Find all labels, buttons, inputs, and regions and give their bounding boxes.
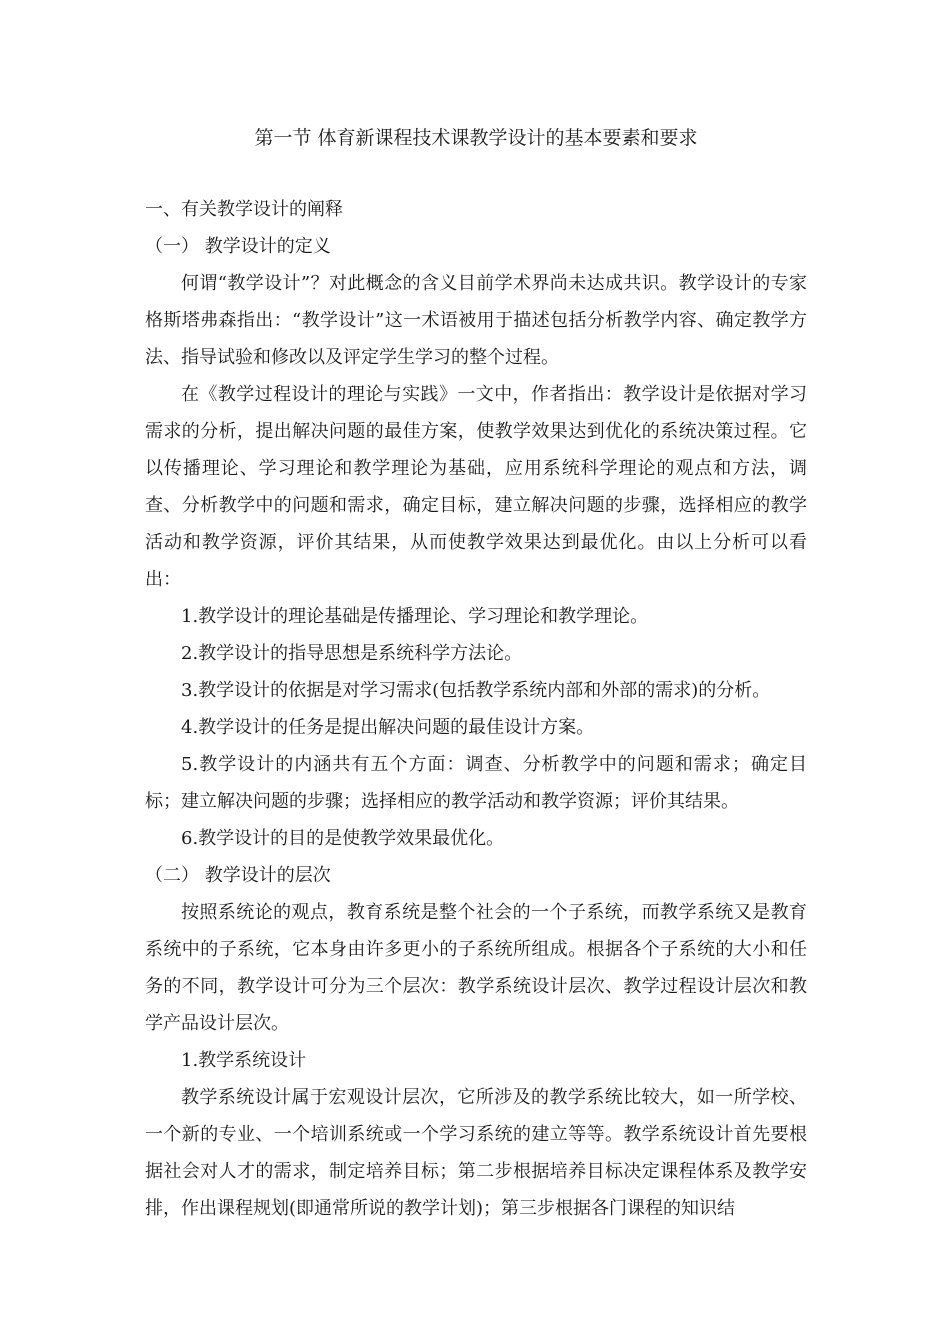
list-item: 3.教学设计的依据是对学习需求(包括教学系统内部和外部的需求)的分析。 [181, 680, 771, 701]
paragraph: 何谓“教学设计”？对此概念的含义目前学术界尚未达成共识。教学设计的专家格斯塔弗森指出：“教学设计”这一术语被用于描述包括分析教学内容、确定教学方法、指导试验和修改以及评定学生学习的整个过程。 [145, 273, 807, 368]
list-item: 5.教学设计的内涵共有五个方面：调查、分析教学中的问题和需求；确定目标；建立解决问题的步骤；选择相应的教学活动和教学资源；评价其结果。 [145, 754, 807, 812]
paragraph: 教学系统设计属于宏观设计层次，它所涉及的教学系统比较大，如一所学校、一个新的专业、一个培训系统或一个学习系统的建立等等。教学系统设计首先要根据社会对人才的需求，制定培养目标；第二步根据培养目标决定课程体系及教学安排，作出课程规划(即通常所说的教学计划)；第三步根据各门课程的知识结 [145, 1087, 807, 1219]
section-2-heading: （二） 教学设计的层次 [145, 865, 331, 886]
paragraph: 在《教学过程设计的理论与实践》一文中，作者指出：教学设计是依据对学习需求的分析，提出解决问题的最佳方案，使教学效果达到优化的系统决策过程。它以传播理论、学习理论和教学理论为基础，应用系统科学理论的观点和方法，调查、分析教学中的问题和需求，确定目标，建立解决问题的步骤，选择相应的教学活动和教学资源，评价其结果，从而使教学效果达到最优化。由以上分析可以看出： [145, 384, 807, 590]
list-item: 6.教学设计的目的是使教学效果最优化。 [181, 828, 505, 849]
heading-level-1: 一、有关教学设计的阐释 [145, 199, 343, 220]
list-item: 2.教学设计的指导思想是系统科学方法论。 [181, 643, 523, 664]
document-page [145, 120, 807, 1227]
paragraph: 按照系统论的观点，教育系统是整个社会的一个子系统，而教学系统又是教育系统中的子系统，它本身由许多更小的子系统所组成。根据各个子系统的大小和任务的不同，教学设计可分为三个层次：教学系统设计层次、教学过程设计层次和教学产品设计层次。 [145, 902, 807, 1034]
list-item: 1.教学设计的理论基础是传播理论、学习理论和教学理论。 [181, 606, 649, 627]
sub-heading: 1.教学系统设计 [181, 1050, 307, 1071]
list-item: 4.教学设计的任务是提出解决问题的最佳设计方案。 [181, 717, 595, 738]
section-1-heading: （一） 教学设计的定义 [145, 236, 331, 257]
document-title: 第一节 体育新课程技术课教学设计的基本要素和要求 [254, 127, 698, 149]
